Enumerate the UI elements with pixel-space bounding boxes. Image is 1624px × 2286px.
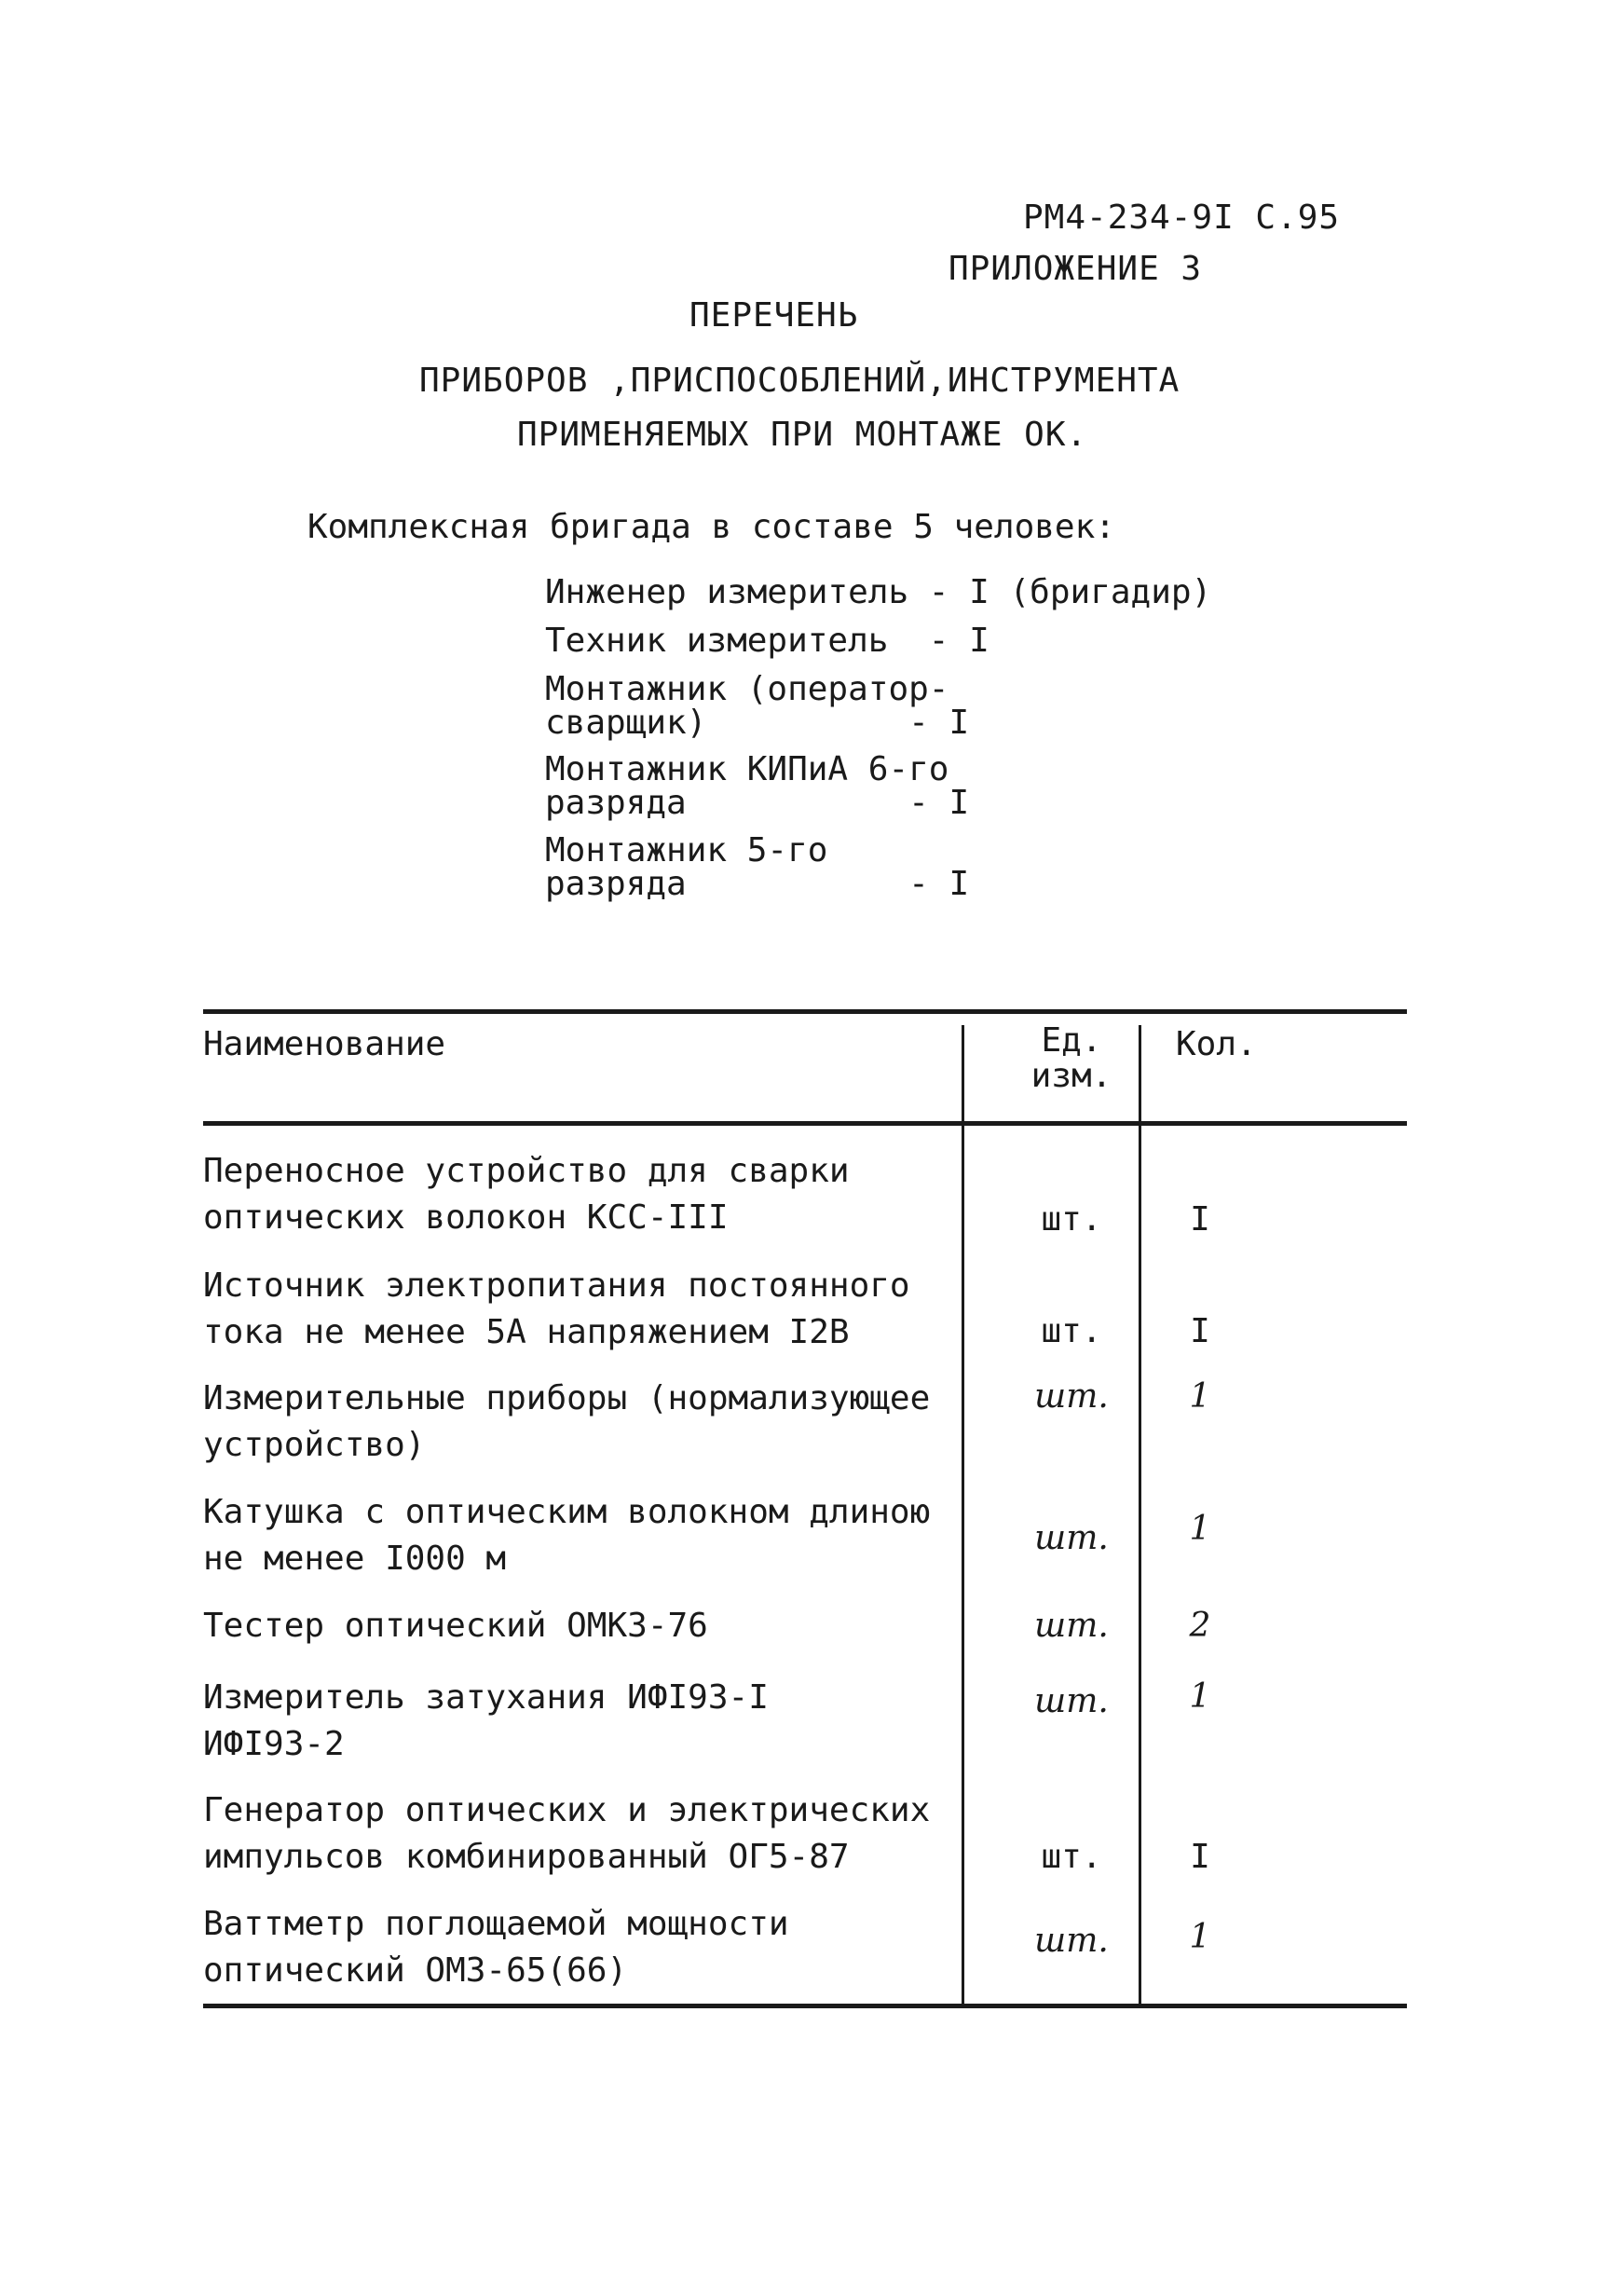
column-header-unit-line: Ед. <box>1041 1021 1102 1060</box>
table-row-unit: шт. <box>1041 1200 1102 1239</box>
appendix-label: ПРИЛОЖЕНИЕ 3 <box>948 250 1203 288</box>
brigade-member <box>545 831 970 903</box>
table-row-unit: шт. <box>1041 1312 1102 1350</box>
table-row-unit: шт. <box>1034 1682 1109 1720</box>
brigade-member-line: Инженер измеритель - I (бригадир) <box>545 573 1212 611</box>
table-top-rule <box>203 1009 1407 1014</box>
table-row-name: Тестер оптический ОМК3-76 <box>203 1607 708 1645</box>
column-header-qty: Кол. <box>1176 1025 1257 1063</box>
brigade-member-line: Техник измеритель - I <box>545 622 989 660</box>
brigade-member-line: разряда - I <box>545 865 970 903</box>
page-subtitle-line1: ПРИБОРОВ ,ПРИСПОСОБЛЕНИЙ,ИНСТРУМЕНТА <box>419 362 1180 400</box>
column-header-name: Наименование <box>203 1025 446 1063</box>
brigade-member-line: Монтажник 5-го <box>545 831 828 869</box>
table-row-unit: шт. <box>1034 1922 1109 1960</box>
table-header-rule <box>203 1121 1407 1126</box>
table-row-qty: 1 <box>1189 1510 1211 1548</box>
table-row-unit: шт. <box>1034 1607 1109 1645</box>
brigade-member-line: сварщик) - I <box>545 704 970 742</box>
table-row-name: Измерительные приборы (нормализующее устройство) <box>203 1379 931 1464</box>
table-row-name: Источник электропитания постоянного тока не менее 5А напряжением I2В <box>203 1266 910 1351</box>
brigade-intro: Комплексная бригада в составе 5 человек: <box>307 508 1115 546</box>
table-row-name: Генератор оптических и электрических импульсов комбинированный ОГ5-87 <box>203 1791 931 1876</box>
column-header-unit-line: изм. <box>1030 1057 1112 1095</box>
table-row-name: Катушка с оптическим волокном длиною не менее I000 м <box>203 1493 931 1578</box>
brigade-member <box>545 573 1211 611</box>
document-reference: РМ4-234-9I С.95 <box>1023 198 1341 237</box>
brigade-member <box>545 622 989 660</box>
brigade-member-line: разряда - I <box>545 784 970 822</box>
table-row-qty: I <box>1190 1838 1210 1876</box>
table-row-qty: 1 <box>1189 1377 1211 1416</box>
table-row-qty: 2 <box>1189 1607 1211 1645</box>
table-row-unit: шт. <box>1034 1519 1109 1557</box>
column-header-unit <box>1006 1023 1137 1094</box>
page-subtitle-line2: ПРИМЕНЯЕМЫХ ПРИ МОНТАЖЕ ОК. <box>517 416 1088 454</box>
table-row-name: Ваттметр поглощаемой мощности оптический ОМ3-65(66) <box>203 1905 789 1990</box>
table-row-unit: шт. <box>1041 1838 1102 1876</box>
table-row-qty: 1 <box>1189 1918 1211 1956</box>
table-row-qty: I <box>1190 1200 1210 1239</box>
brigade-member <box>545 750 970 822</box>
brigade-member <box>545 670 970 742</box>
table-column-divider <box>962 1025 964 2005</box>
table-bottom-rule <box>203 2004 1407 2008</box>
page-title: ПЕРЕЧЕНЬ <box>689 296 859 335</box>
table-row-unit: шт. <box>1034 1377 1109 1416</box>
brigade-member-line: Монтажник КИПиА 6-го <box>545 750 949 788</box>
table-row-qty: 1 <box>1189 1677 1211 1716</box>
table-row-name: Переносное устройство для сварки оптических волокон КСС-III <box>203 1152 850 1237</box>
table-row-name: Измеритель затухания ИФI93-I ИФI93-2 <box>203 1678 769 1763</box>
brigade-member-line: Монтажник (оператор- <box>545 670 949 708</box>
table-row-qty: I <box>1190 1312 1210 1350</box>
